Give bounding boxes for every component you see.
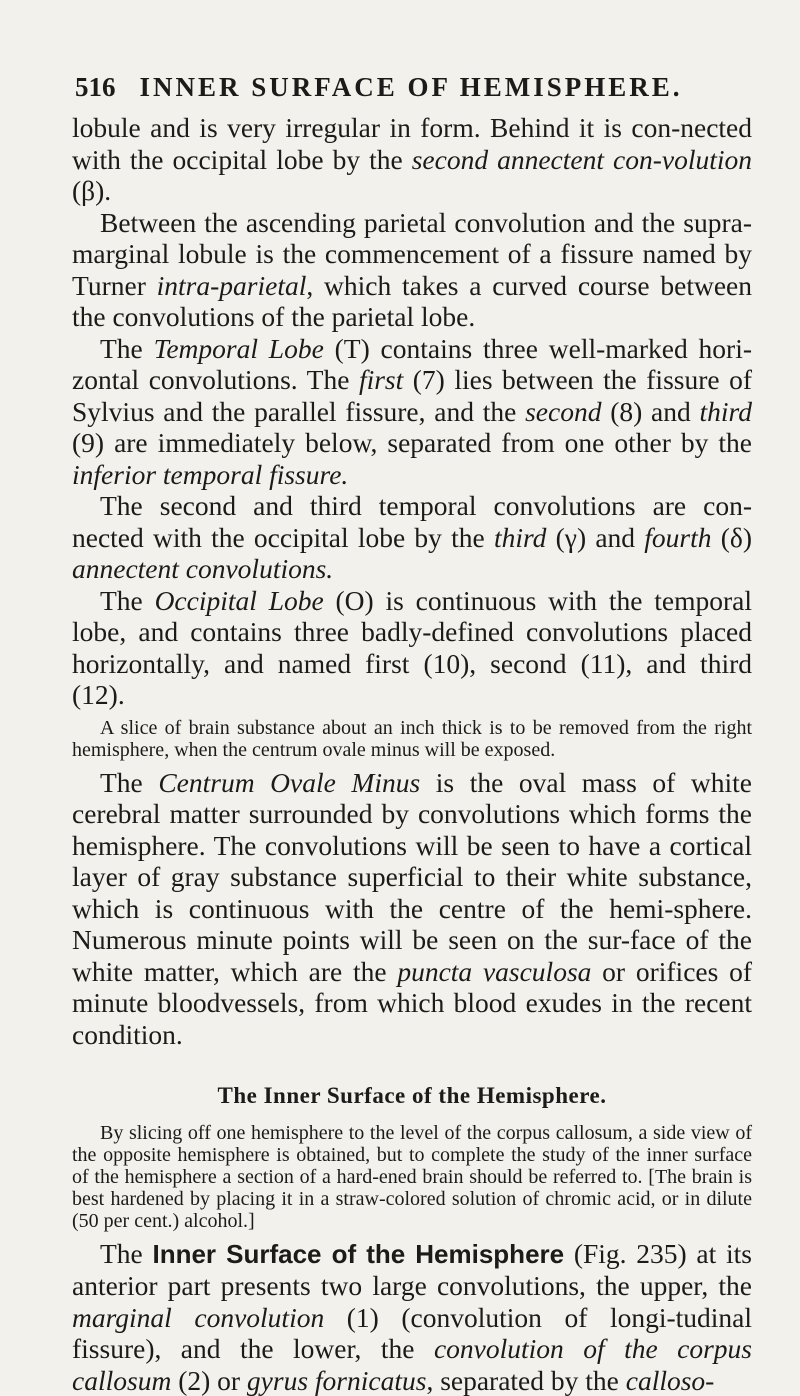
text-run: The [100,585,155,616]
italic-term: marginal convolution [72,1302,324,1333]
text-run: (8) and [601,396,699,427]
running-header [75,72,735,103]
text-run: (9) are immediately below, separated from one other by the [72,427,752,458]
text-run: The [100,333,154,364]
italic-term: fourth [644,522,711,553]
page-number: 516 [75,72,116,102]
italic-term: first [359,364,403,395]
bold-term: Inner Surface of the Hemisphere [152,1239,564,1269]
italic-term: intra-parietal [157,270,307,301]
running-title: INNER SURFACE OF HEMISPHERE. [140,72,683,102]
text-run: , which takes a curved course between the convolutions of the parietal lobe. [72,270,752,333]
text-run: or orifices of minute bloodvessels, from which blood exudes in the recent condition. [72,956,752,1050]
text-run: , separated by the [426,1365,625,1396]
italic-term: puncta vasculosa [397,956,591,987]
italic-term: Centrum Ovale Minus [158,767,420,798]
italic-term: second annectent con-volution [412,144,752,175]
italic-term: gyrus fornicatus [247,1365,427,1396]
text-run: (O) is continuous with the temporal lobe, and contains three badly-defined convolutions placed horizontally, and named first (10), second (11), and third (12). [72,585,752,711]
note-text: By slicing off one hemisphere to the level of the corpus callosum, a side view of the opposite hemisphere is obtained, but to complete the study of the inner surface of the hemisphere a section of a hard-ened brain should be referred to. [The brain is best hardened by placing it in a straw-colored solution of chromic acid, or in dilute (50 per cent.) alcohol.] [72,1122,752,1232]
text-run: lobule and is very irregular in form. Behind it is con-nected with the occipital lobe by the [72,112,752,175]
text-run: (7) lies between the fissure of Sylvius and the parallel fissure, and the [72,364,752,427]
text-run: (2) or [171,1365,247,1396]
paragraph-4 [72,490,752,585]
italic-term: annectent convolutions. [72,553,333,584]
paragraph-3 [72,333,752,491]
italic-term: calloso- [626,1365,715,1396]
paragraph-7 [72,1238,752,1396]
page-body [72,112,752,1396]
italic-term: convolution of the corpus callosum [72,1333,752,1396]
text-run: Between the ascending parietal convolution and the supra-marginal lobule is the commencement of a fissure named by Turner [72,207,752,301]
note-text: A slice of brain substance about an inch thick is to be removed from the right hemisphere, when the centrum ovale minus will be exposed. [72,717,752,761]
paragraph-5 [72,585,752,711]
italic-term: Occipital Lobe [155,585,324,616]
text-run: The [100,1238,152,1269]
italic-term: Temporal Lobe [154,333,324,364]
italic-term: inferior temporal fissure. [72,459,348,490]
text-run: (1) (convolution of longi-tudinal fissure), and the lower, the [72,1302,752,1365]
text-run: is the oval mass of white cerebral matter surrounded by convolutions which forms the hemisphere. The convolutions will be seen to have a cortical layer of gray substance superficial to their white substance, which is continuous with the centre of the hemi-sphere. Numerous minute points will be seen on the sur-face of the white matter, which are the [72,767,752,987]
paragraph-2 [72,207,752,333]
section-heading: The Inner Surface of the Hemisphere. [72,1080,752,1112]
paragraph-1 [72,112,752,207]
paragraph-6 [72,767,752,1051]
dissection-note-2 [72,1122,752,1232]
text-run: (β). [72,175,111,206]
text-run: The [100,767,158,798]
text-run: (Fig. 235) at its anterior part presents two large convolutions, the upper, the [72,1238,752,1302]
text-run: (δ) [711,522,752,553]
text-run: (T) contains three well-marked hori-zontal convolutions. The [72,333,752,396]
text-run: (γ) and [546,522,644,553]
italic-term: third [494,522,546,553]
dissection-note-1 [72,717,752,761]
text-run: The second and third temporal convolutions are con-nected with the occipital lobe by the [72,490,752,553]
italic-term: third [700,396,752,427]
italic-term: second [525,396,601,427]
